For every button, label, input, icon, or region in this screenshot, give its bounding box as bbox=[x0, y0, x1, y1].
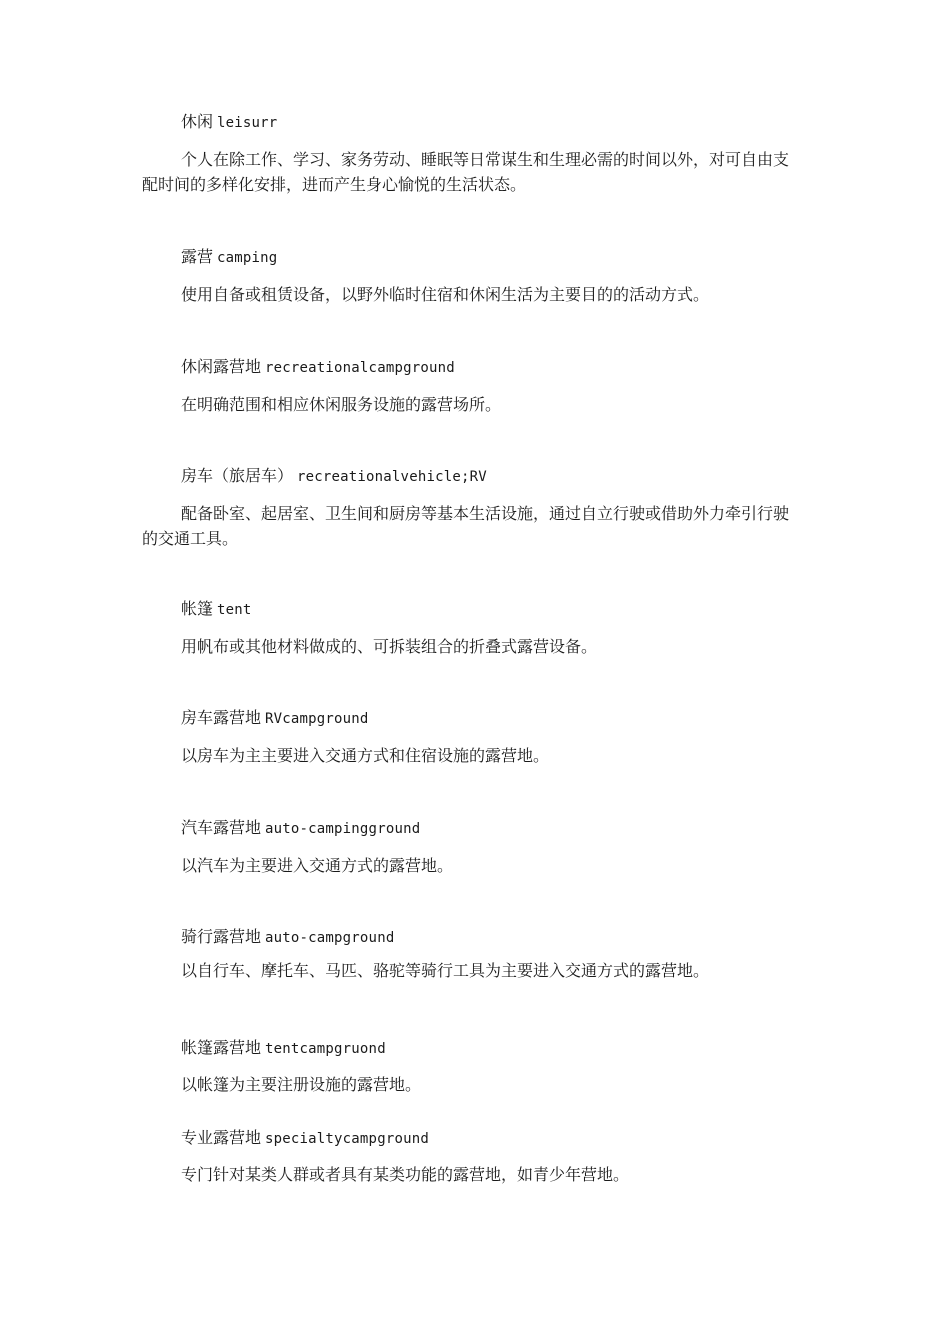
term-definition: 专门针对某类人群或者具有某类功能的露营地，如青少年营地。 bbox=[181, 1165, 630, 1184]
term-chinese: 帐篷露营地 bbox=[181, 1038, 262, 1057]
term-english: RVcampground bbox=[265, 711, 369, 727]
term-definition: 以自行车、摩托车、马匹、骆驼等骑行工具为主要进入交通方式的露营地。 bbox=[181, 961, 710, 980]
term-chinese: 露营 bbox=[181, 247, 214, 266]
term-heading bbox=[181, 706, 369, 731]
term-heading bbox=[181, 110, 277, 135]
term-english: auto-campground bbox=[265, 930, 395, 946]
term-english: recreationalcampground bbox=[265, 360, 455, 376]
term-definition: 以汽车为主要进入交通方式的露营地。 bbox=[181, 856, 454, 875]
term-heading bbox=[181, 816, 420, 841]
term-definition: 以帐篷为主要注册设施的露营地。 bbox=[181, 1075, 422, 1094]
term-definition: 配备卧室、起居室、卫生间和厨房等基本生活设施，通过自立行驶或借助外力牵引行驶的交通工具。 bbox=[142, 504, 790, 548]
term-heading bbox=[181, 245, 277, 270]
term-english: auto-campingground bbox=[265, 821, 421, 837]
term-heading bbox=[181, 355, 455, 380]
term-chinese: 骑行露营地 bbox=[181, 927, 262, 946]
term-english: recreationalvehicle;RV bbox=[297, 469, 487, 485]
term-chinese: 帐篷 bbox=[181, 599, 214, 618]
term-english: camping bbox=[217, 250, 278, 266]
term-heading bbox=[181, 925, 394, 950]
term-definition: 用帆布或其他材料做成的、可拆装组合的折叠式露营设备。 bbox=[181, 637, 598, 656]
term-chinese: 专业露营地 bbox=[181, 1128, 262, 1147]
term-heading bbox=[181, 597, 252, 622]
term-definition: 以房车为主主要进入交通方式和住宿设施的露营地。 bbox=[181, 746, 550, 765]
term-chinese: 休闲 bbox=[181, 112, 214, 131]
term-english: tentcampgruond bbox=[265, 1041, 386, 1057]
term-chinese: 房车露营地 bbox=[181, 708, 262, 727]
term-heading bbox=[181, 464, 487, 489]
term-definition: 在明确范围和相应休闲服务设施的露营场所。 bbox=[181, 395, 502, 414]
term-definition: 使用自备或租赁设备，以野外临时住宿和休闲生活为主要目的的活动方式。 bbox=[181, 285, 710, 304]
term-heading bbox=[181, 1036, 386, 1061]
term-english: leisurr bbox=[217, 115, 278, 131]
term-chinese: 汽车露营地 bbox=[181, 818, 262, 837]
term-english: tent bbox=[217, 602, 252, 618]
term-definition: 个人在除工作、学习、家务劳动、睡眠等日常谋生和生理必需的时间以外，对可自由支配时间的多样化安排，进而产生身心愉悦的生活状态。 bbox=[142, 150, 790, 194]
term-chinese: 休闲露营地 bbox=[181, 357, 262, 376]
term-chinese: 房车（旅居车） bbox=[181, 466, 294, 485]
term-heading bbox=[181, 1126, 429, 1151]
term-english: specialtycampground bbox=[265, 1131, 429, 1147]
